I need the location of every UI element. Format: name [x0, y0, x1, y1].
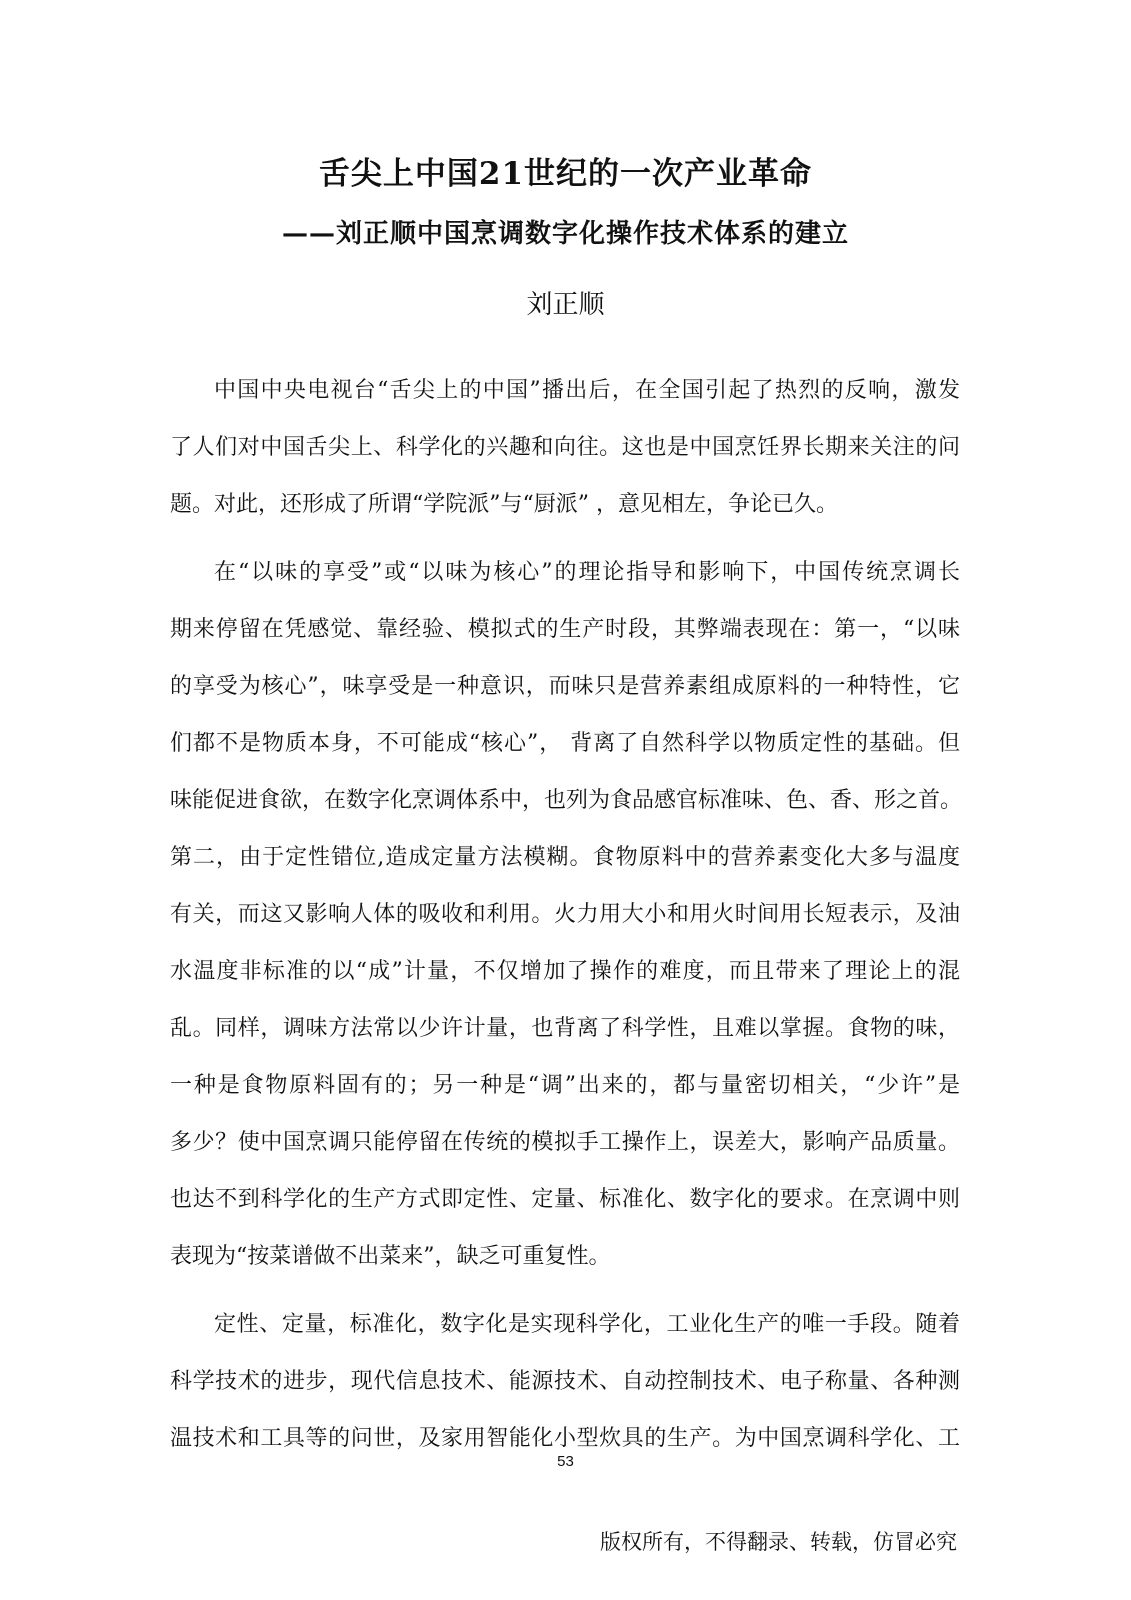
text-line: 温技术和工具等的问世，及家用智能化小型炊具的生产。为中国烹调科学化、工	[170, 1426, 960, 1451]
body-text	[170, 362, 963, 1467]
text-line: 了人们对中国舌尖上、科学化的兴趣和向往。这也是中国烹饪界长期来关注的问	[170, 435, 960, 460]
text-line: 期来停留在凭感觉、靠经验、模拟式的生产时段，其弊端表现在：第一，“以味	[170, 617, 960, 642]
page-number: 53	[557, 1453, 574, 1470]
text-line: 们都不是物质本身，不可能成“核心”， 背离了自然科学以物质定性的基础。但	[170, 731, 960, 756]
document-subtitle: ——刘正顺中国烹调数字化操作技术体系的建立	[281, 219, 849, 249]
text-line: 一种是食物原料固有的；另一种是“调”出来的，都与量密切相关，“少许”是	[170, 1073, 960, 1098]
text-line: 的享受为核心”，味享受是一种意识，而味只是营养素组成原料的一种特性，它	[170, 674, 960, 699]
copyright-notice: 版权所有，不得翻录、转载，仿冒必究	[600, 1530, 957, 1554]
text-line: 味能促进食欲，在数字化烹调体系中，也列为食品感官标准味、色、香、形之首。	[170, 788, 963, 813]
text-line: 乱。同样，调味方法常以少许计量，也背离了科学性，且难以掌握。食物的味，	[170, 1016, 960, 1041]
text-line: 多少？使中国烹调只能停留在传统的模拟手工操作上，误差大，影响产品质量。	[170, 1130, 960, 1155]
document-author: 刘正顺	[526, 290, 605, 320]
paragraph-1	[170, 362, 960, 533]
text-line: 定性、定量，标准化，数字化是实现科学化，工业化生产的唯一手段。随着	[214, 1312, 960, 1337]
text-line: 也达不到科学化的生产方式即定性、定量、标准化、数字化的要求。在烹调中则	[170, 1187, 960, 1212]
text-line: 有关，而这又影响人体的吸收和利用。火力用大小和用火时间用长短表示，及油	[170, 902, 960, 927]
text-line: 中国中央电视台“舌尖上的中国”播出后，在全国引起了热烈的反响，激发	[214, 378, 960, 403]
document-title: 舌尖上中国21世纪的一次产业革命	[318, 156, 813, 192]
text-line: 表现为“按菜谱做不出菜来”，缺乏可重复性。	[170, 1244, 611, 1269]
text-line: 在“以味的享受”或“以味为核心”的理论指导和影响下，中国传统烹调长	[214, 560, 960, 585]
text-line: 第二，由于定性错位,造成定量方法模糊。食物原料中的营养素变化大多与温度	[170, 845, 960, 870]
paragraph-3	[170, 1296, 960, 1467]
text-line: 科学技术的进步，现代信息技术、能源技术、自动控制技术、电子称量、各种测	[170, 1369, 960, 1394]
text-line: 题。对此，还形成了所谓“学院派”与“厨派” ，意见相左，争论已久。	[170, 492, 838, 517]
text-line: 水温度非标准的以“成”计量，不仅增加了操作的难度，而且带来了理论上的混	[170, 959, 960, 984]
paragraph-2	[170, 544, 963, 1285]
